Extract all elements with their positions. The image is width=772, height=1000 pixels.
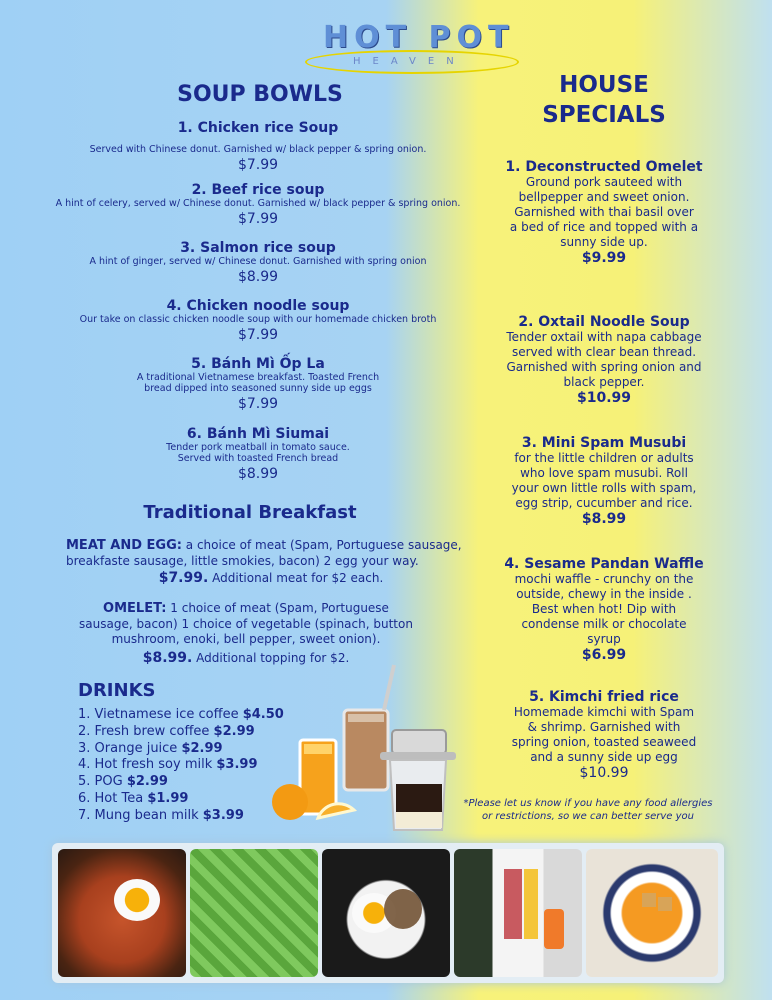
soup-item-desc: A traditional Vietnamese breakfast. Toasted French bread dipped into seasoned sunny side up eggs (136, 372, 380, 394)
special-item (495, 689, 713, 781)
soup-item (48, 240, 468, 298)
drink-item (78, 741, 284, 758)
special-item-price: $9.99 (581, 250, 627, 266)
drink-price: $2.99 (126, 774, 168, 790)
egg-strip (524, 869, 538, 939)
drink-price: $3.99 (216, 757, 258, 773)
soup-item-title: 5. Bánh Mì Ốp La (191, 356, 325, 372)
soup-item-desc: A hint of celery, served w/ Chinese donut. Garnished w/ black pepper & spring onion. (55, 198, 461, 209)
drink-price: $4.50 (242, 707, 284, 722)
special-item (495, 556, 713, 663)
drink-name: 4. Hot fresh soy milk (78, 757, 213, 773)
drink-price: $3.99 (202, 807, 244, 823)
soup-item-title: 2. Beef rice soup (191, 182, 325, 198)
special-item-desc: Ground pork sauteed with bellpepper and sweet onion. Garnished with thai basil over a bed of rice and topped with a sunny side up. (509, 175, 699, 249)
special-item-desc: Tender oxtail with napa cabbage served with clear bean thread. Garnished with spring onion and black pepper. (506, 330, 702, 389)
drinks-heading: DRINKS (78, 680, 156, 701)
special-item-title: 4. Sesame Pandan Waffle (504, 556, 704, 572)
soup-item-desc: A hint of ginger, served w/ Chinese donut. Garnished with spring onion (89, 256, 427, 267)
drink-item (78, 774, 284, 791)
soup-item-desc: Our take on classic chicken noodle soup with our homemade chicken broth (79, 314, 437, 325)
drink-name: 3. Orange juice (78, 740, 178, 756)
soup-item (48, 182, 468, 240)
special-item (495, 159, 713, 266)
phin-filter (392, 730, 446, 754)
drink-name: 1. Vietnamese ice coffee (78, 707, 239, 722)
drink-price: $2.99 (213, 723, 255, 739)
drink-item (78, 791, 284, 808)
meat-and-egg-label: MEAT AND EGG: (66, 538, 182, 553)
soup-list (48, 120, 468, 496)
special-item-price: $6.99 (581, 647, 627, 663)
restaurant-logo (305, 14, 520, 76)
coffee-liquid (396, 784, 442, 812)
soup-item-desc: Tender pork meatball in tomato sauce. Served with toasted French bread (166, 442, 350, 464)
soup-item-title: 4. Chicken noodle soup (166, 298, 350, 314)
special-item-desc: mochi waffle - crunchy on the outside, chewy in the inside . Best when hot! Dip with condense milk or chocolate syrup (514, 572, 694, 646)
coffee-top (348, 714, 384, 722)
soup-item (48, 356, 468, 426)
soup-heading: SOUP BOWLS (177, 82, 343, 107)
soup-item-title: 1. Chicken rice Soup (177, 120, 339, 136)
food-photo-strip (52, 843, 724, 983)
specials-heading-line2: SPECIALS (542, 102, 666, 128)
meat-and-egg-block (66, 538, 476, 587)
soup-item-title: 6. Bánh Mì Siumai (186, 426, 330, 442)
kimchi-fried-rice-photo (58, 849, 186, 977)
special-item-price: $10.99 (579, 765, 629, 781)
special-item-desc: for the little children or adults who love spam musubi. Roll your own little rolls with spam, egg strip, cucumber and rice. (511, 451, 697, 510)
allergy-note: *Please let us know if you have any food allergies or restrictions, so we can better serve you (463, 798, 713, 822)
special-item-title: 2. Oxtail Noodle Soup (518, 314, 690, 330)
special-item-price: $8.99 (581, 511, 627, 527)
soup-item-desc: Served with Chinese donut. Garnished w/ black pepper & spring onion. (89, 144, 427, 155)
special-item-title: 5. Kimchi fried rice (529, 689, 679, 705)
drinks-illustration (268, 660, 464, 838)
special-item (495, 314, 713, 406)
drink-name: 5. POG (78, 774, 123, 790)
drink-item (78, 757, 284, 774)
spam-strip (504, 869, 522, 939)
soup-item (48, 120, 468, 178)
deconstructed-omelet-photo (322, 849, 450, 977)
soup-item (48, 298, 468, 356)
spam-musubi-photo (454, 849, 582, 977)
drink-item (78, 724, 284, 741)
orange-fruit (272, 784, 308, 820)
specials-section (495, 70, 713, 130)
breakfast-heading: Traditional Breakfast (143, 502, 357, 523)
drink-name: 7. Mung bean milk (78, 807, 199, 823)
phin-plate (380, 752, 456, 760)
drink-price: $1.99 (147, 790, 189, 806)
soup-item-title: 3. Salmon rice soup (180, 240, 336, 256)
drink-item (78, 808, 284, 825)
omelet-block (76, 601, 416, 666)
crouton (642, 893, 656, 907)
soup-item-price: $7.99 (237, 211, 279, 227)
meat-and-egg-text: a choice of meat (Spam, Portuguese sausage, breakfaste sausage, little smokies, bacon) 2 egg your way. (66, 538, 462, 568)
omelet-extra: Additional topping for $2. (196, 650, 350, 665)
pandan-waffle-photo (190, 849, 318, 977)
oxtail-soup-photo (586, 849, 718, 977)
logo-title: HOT POT (323, 20, 515, 55)
special-item-desc: Homemade kimchi with Spam & shrimp. Garnished with spring onion, toasted seaweed and a sunny side up egg (511, 705, 697, 764)
soup-item-price: $7.99 (237, 396, 279, 412)
juice-top (304, 744, 332, 754)
logo-subtitle: HEAVEN (353, 56, 466, 67)
special-item-title: 1. Deconstructed Omelet (505, 159, 703, 175)
drink-name: 6. Hot Tea (78, 790, 144, 806)
soup-item (48, 426, 468, 496)
drink-price: $2.99 (181, 740, 223, 756)
soup-item-price: $7.99 (237, 327, 279, 343)
soup-item-price: $7.99 (237, 157, 279, 173)
crouton (658, 897, 672, 911)
omelet-text: 1 choice of meat (Spam, Portuguese sausage, bacon) 1 choice of vegetable (spinach, button mushroom, enoki, bell pepper, sweet onion). (79, 601, 413, 646)
drink-item (78, 707, 284, 724)
omelet-price: $8.99. (142, 649, 193, 666)
specials-heading-line1: HOUSE (559, 72, 649, 98)
meat-and-egg-extra: Additional meat for $2 each. (212, 571, 384, 585)
condensed-milk (396, 812, 442, 828)
meat-and-egg-price: $7.99. (158, 570, 209, 586)
drink-name: 2. Fresh brew coffee (78, 723, 210, 739)
drinks-list (78, 707, 284, 825)
special-item-price: $10.99 (576, 390, 632, 406)
soup-section (40, 82, 480, 112)
soup-item-price: $8.99 (237, 466, 279, 482)
egg (114, 879, 160, 921)
special-item-title: 3. Mini Spam Musubi (521, 435, 687, 451)
spoon (384, 665, 394, 710)
carrot (544, 909, 564, 949)
soup-item-price: $8.99 (237, 269, 279, 285)
omelet-label: OMELET: (103, 601, 167, 616)
special-item (495, 435, 713, 527)
ground-pork (384, 889, 422, 929)
